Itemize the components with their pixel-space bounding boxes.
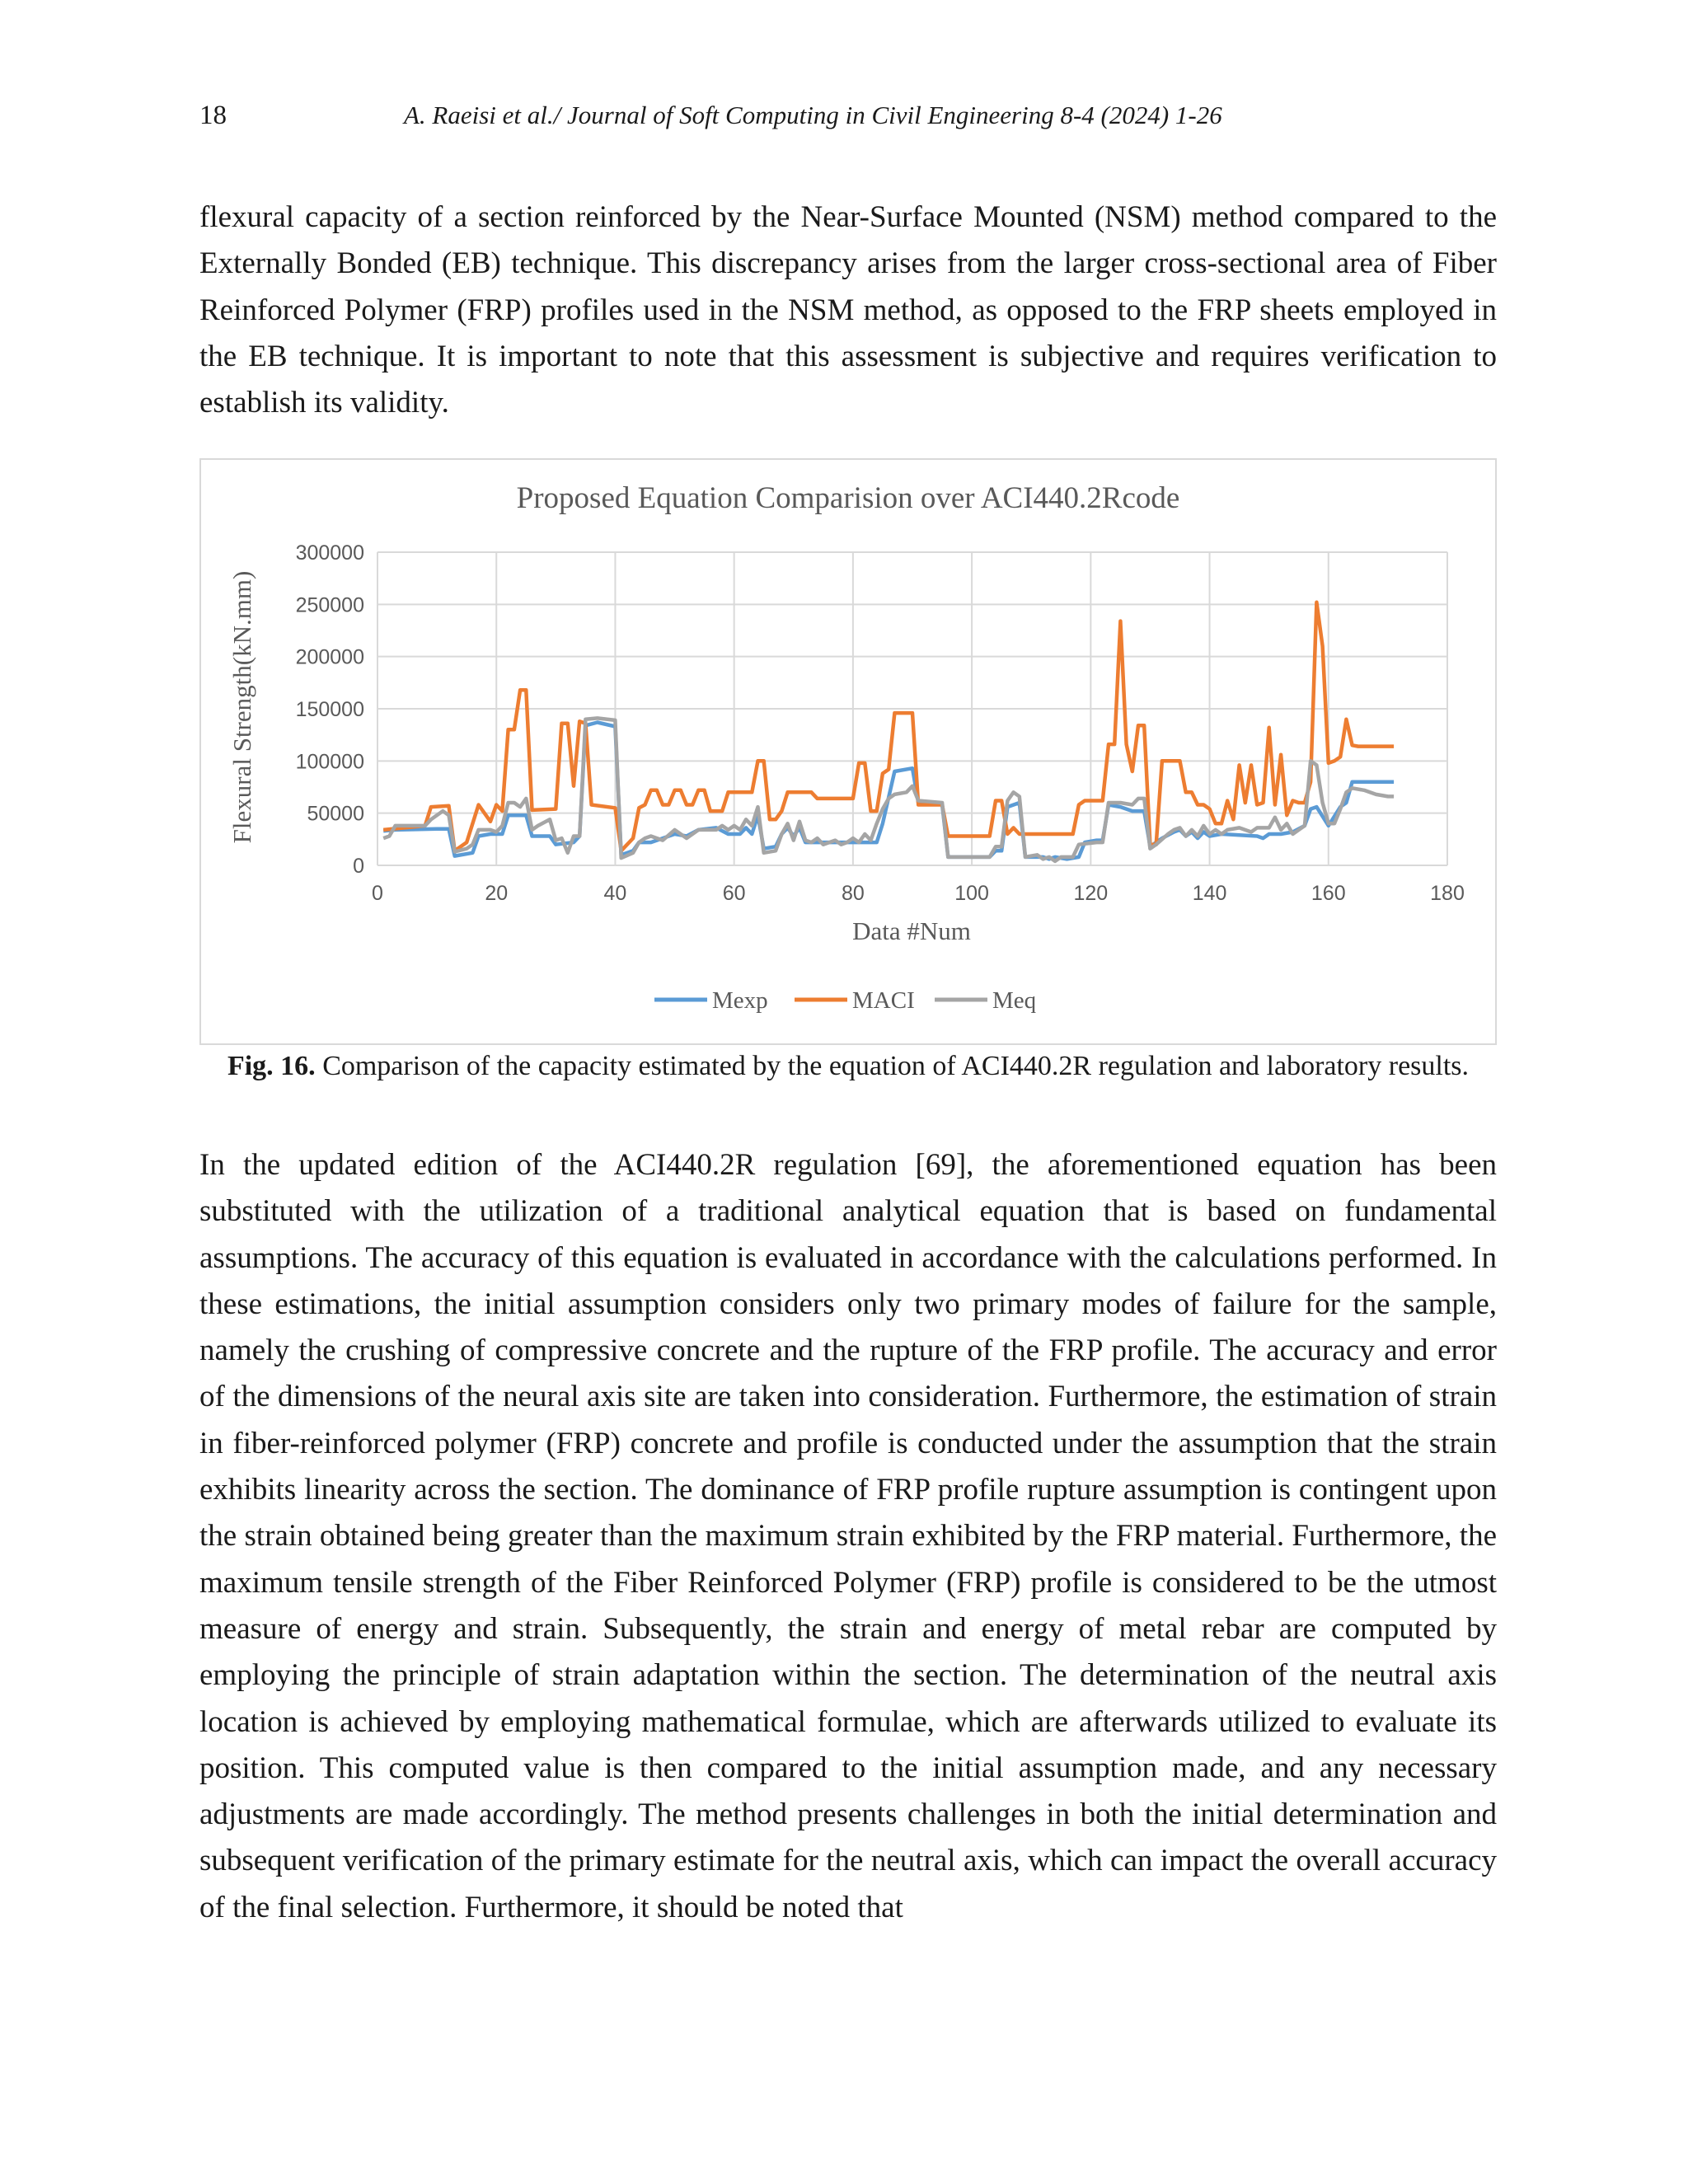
- gridlines: [377, 552, 1447, 865]
- y-tick-label: 50000: [307, 802, 364, 826]
- x-axis-label: Data #Num: [852, 916, 971, 945]
- legend: [654, 987, 1036, 1014]
- y-axis-label: Flexural Strength(kN.mm): [227, 570, 256, 844]
- y-tick-label: 0: [353, 855, 364, 878]
- y-tick-label: 150000: [295, 698, 364, 721]
- legend-label-maci: MACI: [852, 987, 915, 1014]
- y-tick-label: 100000: [295, 750, 364, 774]
- y-tick-label: 200000: [295, 645, 364, 669]
- chart-title: Proposed Equation Comparision over ACI440.2Rcode: [516, 481, 1180, 515]
- x-tick-label: 160: [1311, 882, 1346, 905]
- x-tick-label: 20: [485, 882, 509, 905]
- x-tick-label: 120: [1073, 882, 1109, 905]
- line-chart: [201, 460, 1495, 1043]
- x-tick-label: 80: [841, 882, 865, 905]
- figure-caption: [199, 1048, 1497, 1084]
- caption-text: Comparison of the capacity estimated by the equation of ACI440.2R regulation and laboratory results.: [315, 1051, 1470, 1081]
- x-tick-label: 100: [954, 882, 989, 905]
- x-tick-label: 0: [372, 882, 383, 905]
- body-paragraph-1: flexural capacity of a section reinforced by the Near-Surface Mounted (NSM) method compared to the Externally Bonded (EB) technique. This discrepancy arises from the larger cross-sectional area of Fiber Reinforced Polymer (FRP) profiles used in the NSM method, as opposed to the FRP sheets employed in the EB technique. It is important to note that this assessment is subjective and requires verification to establish its validity.: [199, 200, 1497, 420]
- y-axis-ticks: [296, 541, 364, 878]
- y-tick-label: 300000: [295, 541, 364, 565]
- caption-label: Fig. 16.: [227, 1051, 316, 1081]
- series-lines: [383, 602, 1394, 861]
- running-header: A. Raeisi et al./ Journal of Soft Computing in Civil Engineering 8-4 (2024) 1-26: [404, 101, 1222, 129]
- page-number: 18: [199, 101, 227, 130]
- x-tick-label: 180: [1430, 882, 1465, 905]
- x-tick-label: 40: [603, 882, 627, 905]
- legend-label-mexp: Mexp: [712, 987, 768, 1014]
- y-tick-label: 250000: [295, 593, 364, 617]
- figure-16: [199, 458, 1497, 1045]
- x-axis-ticks: [372, 882, 1465, 905]
- body-paragraph-2: In the updated edition of the ACI440.2R regulation [69], the aforementioned equation has been substituted with the utilization of a traditional analytical equation that is based on fundamental assumptions. The accuracy of this equation is evaluated in accordance with the calculations performed. In these estimations, the initial assumption considers only two primary modes of failure for the sample, namely the crushing of compressive concrete and the rupture of the FRP profile. The accuracy and error of the dimensions of the neural axis site are taken into consideration. Furthermore, the estimation of strain in fiber-reinforced polymer (FRP) concrete and profile is conducted under the assumption that the strain exhibits linearity across the section. The dominance of FRP profile rupture assumption is contingent upon the strain obtained being greater than the maximum strain exhibited by the FRP material. Furthermore, the maximum tensile strength of the Fiber Reinforced Polymer (FRP) profile is considered to be the utmost measure of energy and strain. Subsequently, the strain and energy of metal rebar are computed by employing the principle of strain adaptation within the section. The determination of the neutral axis location is achieved by employing mathematical formulae, which are afterwards utilized to evaluate its position. This computed value is then compared to the initial assumption made, and any necessary adjustments are made accordingly. The method presents challenges in both the initial determination and subsequent verification of the primary estimate for the neutral axis, which can impact the overall accuracy of the final selection. Furthermore, it should be noted that: [199, 1148, 1497, 1924]
- x-tick-label: 60: [722, 882, 746, 905]
- x-tick-label: 140: [1192, 882, 1227, 905]
- legend-label-meq: Meq: [992, 987, 1037, 1014]
